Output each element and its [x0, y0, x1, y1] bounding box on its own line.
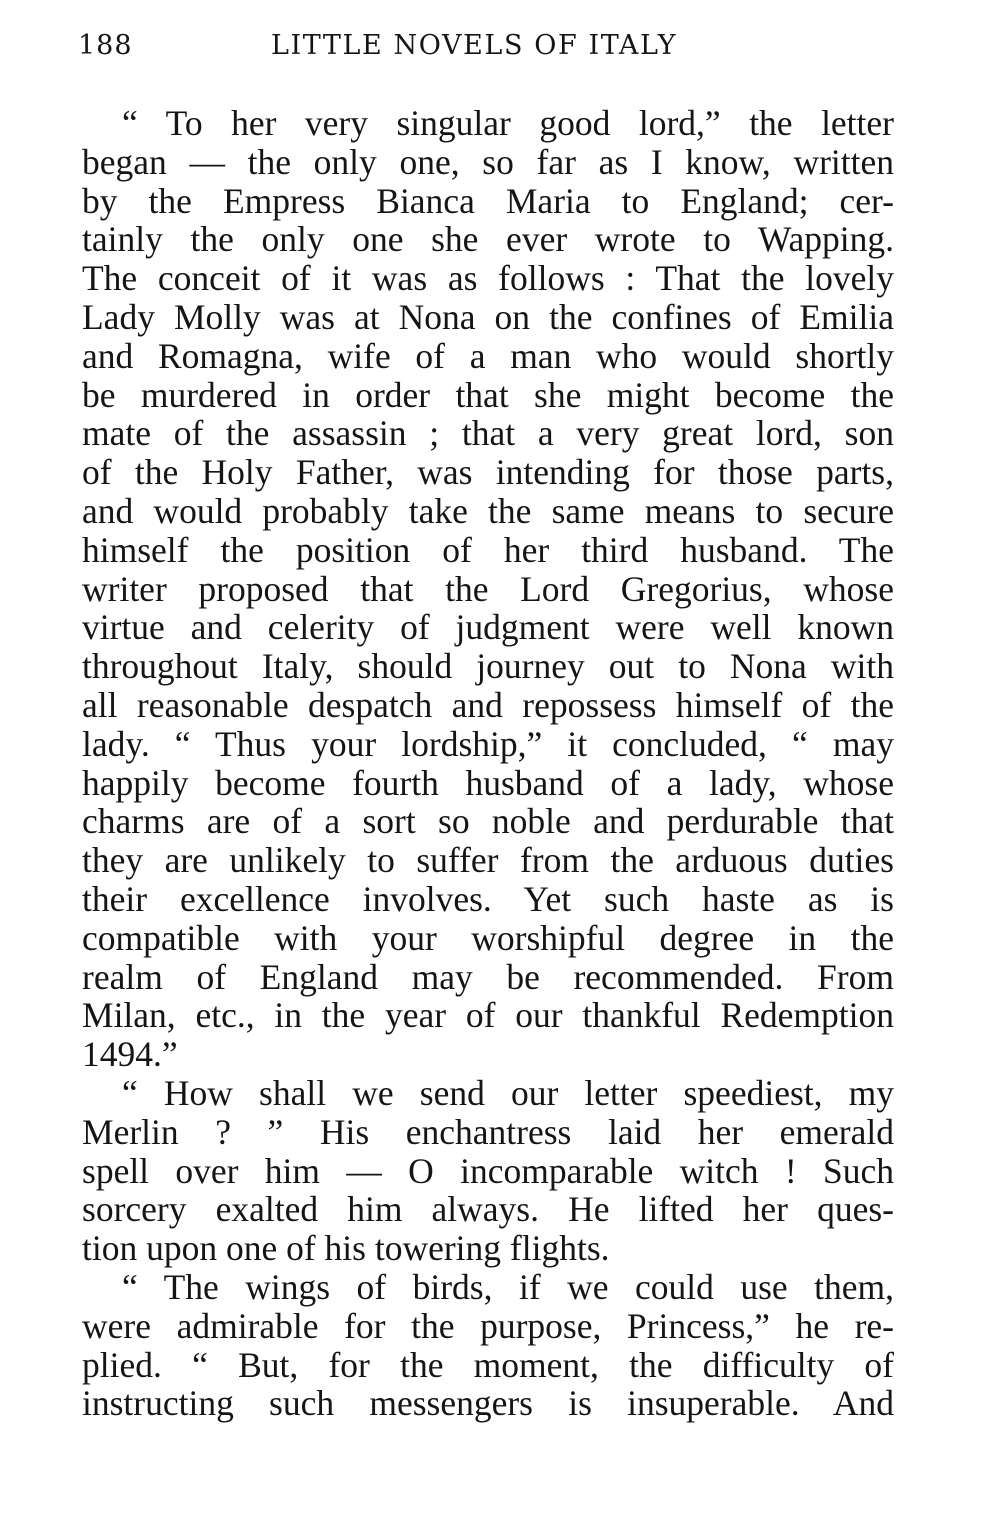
text-line: by the Empress Bianca Maria to England; cer- — [82, 180, 894, 221]
text-line: were admirable for the purpose, Princess,” he re- — [82, 1305, 894, 1346]
text-line: The conceit of it was as follows : That the lovely — [82, 258, 894, 299]
text-line: 1494.” — [82, 1034, 178, 1075]
paragraph — [82, 1268, 894, 1423]
text-line: plied. “ But, for the moment, the difficulty of — [82, 1344, 894, 1385]
text-line: spell over him — O incomparable witch ! Such — [82, 1150, 894, 1191]
text-line: be murdered in order that she might become the — [82, 374, 894, 415]
text-line: instructing such messengers is insuperable. And — [82, 1383, 894, 1424]
paragraph — [82, 104, 894, 1074]
text-line: and would probably take the same means to secure — [82, 490, 894, 531]
text-line: lady. “ Thus your lordship,” it concluded, “ may — [82, 723, 894, 764]
text-line: “ To her very singular good lord,” the letter — [122, 103, 894, 143]
text-line: and Romagna, wife of a man who would shortly — [82, 335, 894, 376]
text-line: mate of the assassin ; that a very great lord, son — [82, 413, 894, 454]
text-line: Merlin ? ” His enchantress laid her emerald — [82, 1111, 894, 1152]
text-line: sorcery exalted him always. He lifted her ques- — [82, 1189, 894, 1230]
text-line: throughout Italy, should journey out to Nona with — [82, 646, 894, 687]
page-number: 188 — [78, 30, 133, 61]
running-head — [78, 30, 718, 70]
text-line: realm of England may be recommended. From — [82, 956, 894, 997]
text-line: they are unlikely to suffer from the arduous duties — [82, 840, 894, 881]
text-line: himself the position of her third husband. The — [82, 529, 894, 570]
text-line: virtue and celerity of judgment were well known — [82, 607, 894, 648]
text-line: Lady Molly was at Nona on the confines of Emilia — [82, 296, 894, 337]
text-line: “ The wings of birds, if we could use them, — [122, 1266, 894, 1307]
text-line: writer proposed that the Lord Gregorius, whose — [82, 568, 894, 609]
paragraph — [82, 1074, 894, 1268]
text-line: “ How shall we send our letter speediest, my — [122, 1072, 894, 1113]
text-line: their excellence involves. Yet such haste as is — [82, 878, 894, 919]
text-line: Milan, etc., in the year of our thankful Redemption — [82, 995, 894, 1036]
text-line: tion upon one of his towering flights. — [82, 1228, 610, 1269]
text-line: tainly the only one she ever wrote to Wapping. — [82, 219, 894, 260]
text-line: all reasonable despatch and repossess himself of the — [82, 684, 894, 725]
running-title: LITTLE NOVELS OF ITALY — [271, 30, 678, 61]
text-line: happily become fourth husband of a lady, whose — [82, 762, 894, 803]
text-line: began — the only one, so far as I know, written — [82, 141, 894, 182]
body-text — [82, 104, 894, 1423]
text-line: charms are of a sort so noble and perdurable that — [82, 801, 894, 842]
text-line: of the Holy Father, was intending for those parts, — [82, 452, 894, 493]
text-line: compatible with your worshipful degree in the — [82, 917, 894, 958]
